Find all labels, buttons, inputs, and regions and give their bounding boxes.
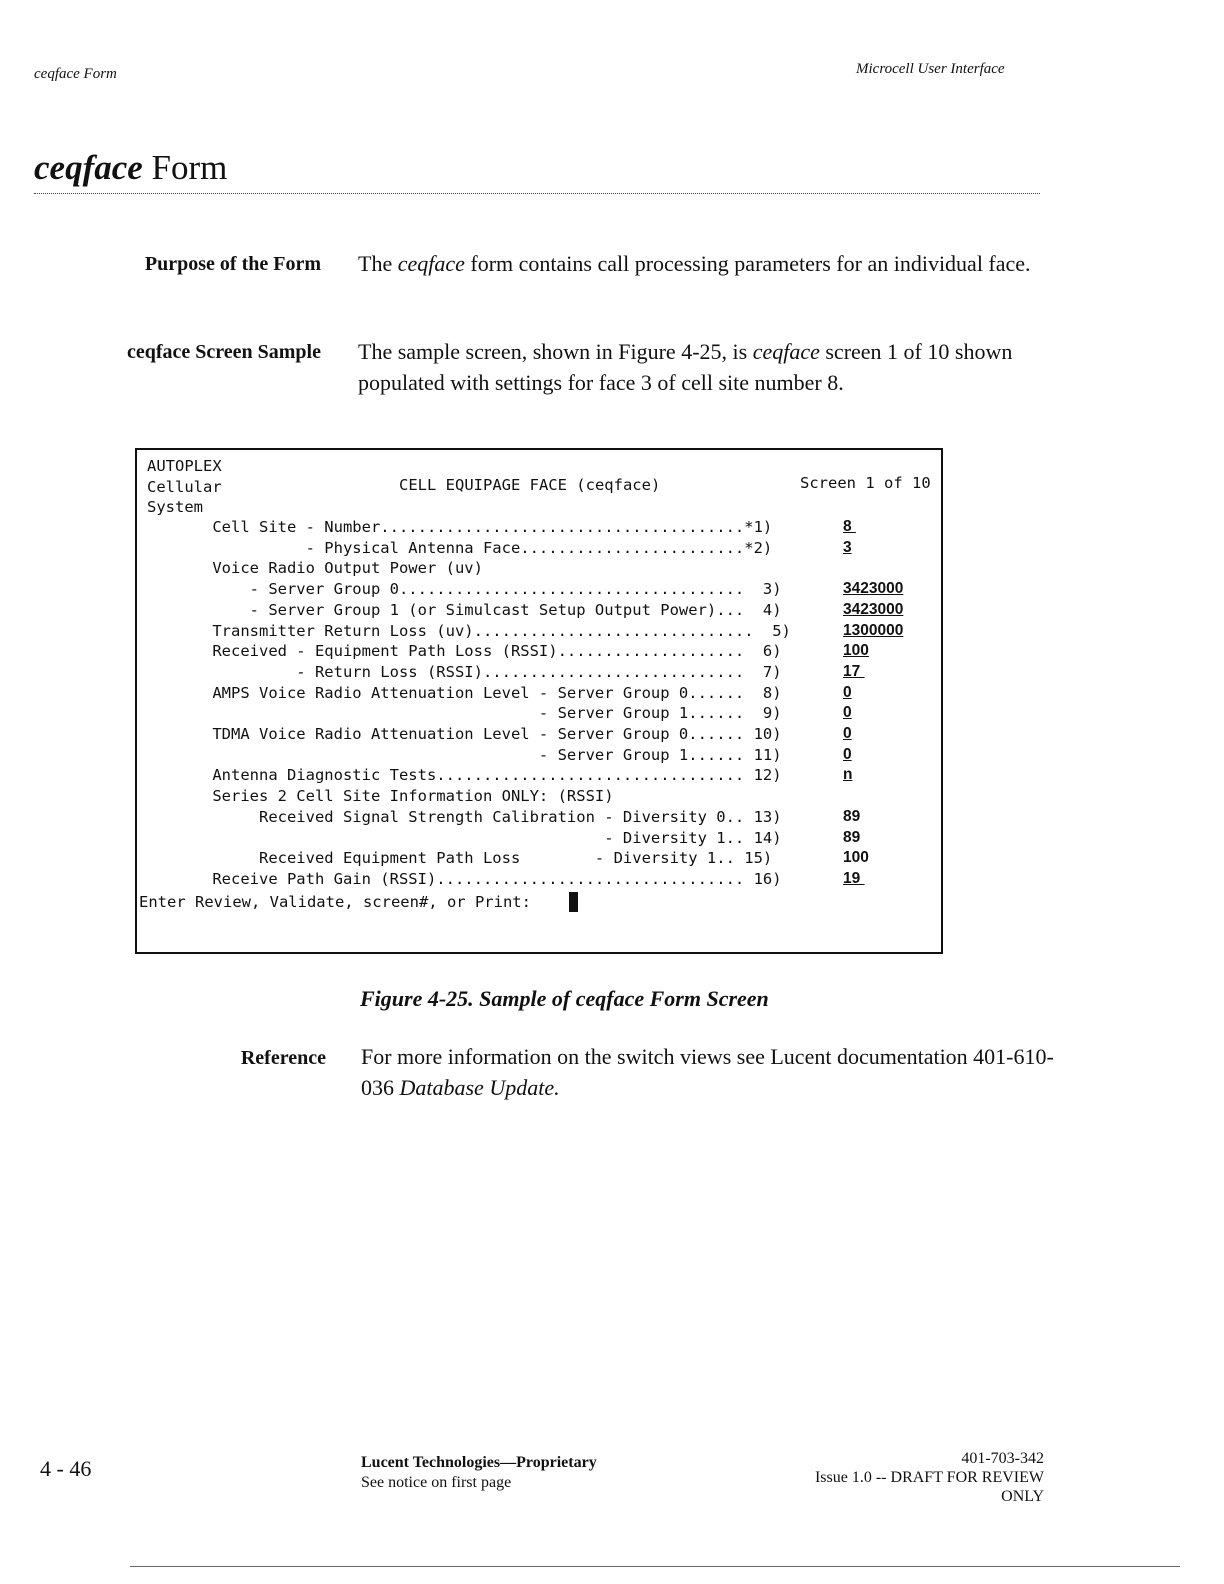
field-label: Series 2 Cell Site Information ONLY: (RSSI) <box>147 787 614 806</box>
field-label: Antenna Diagnostic Tests................................. 12) <box>147 766 782 785</box>
field-value[interactable]: 17 <box>843 662 865 680</box>
title-rest: Form <box>142 148 228 187</box>
footer-doc-number: 401-703-342 <box>961 1450 1044 1467</box>
running-header-left: ceqface Form <box>34 66 117 82</box>
field-label: - Return Loss (RSSI)............................ 7) <box>147 662 782 681</box>
field-label: - Diversity 1.. 14) <box>147 828 782 847</box>
field-label: Received Equipment Path Loss - Diversity 1.. 15) <box>147 849 773 868</box>
page-number: 4 - 46 <box>40 1456 92 1481</box>
reference-label: Reference <box>240 1047 326 1069</box>
field-value[interactable]: 0 <box>843 683 852 701</box>
title-emphasis: ceqface <box>34 148 143 187</box>
page-title <box>34 148 227 188</box>
screen-title: CELL EQUIPAGE FACE (ceqface) <box>399 476 661 494</box>
sample-label: ceqface Screen Sample <box>126 341 321 363</box>
field-label: - Physical Antenna Face........................*2) <box>147 538 773 557</box>
title-divider <box>34 193 1040 194</box>
field-label: Received - Equipment Path Loss (RSSI).................... 6) <box>147 642 782 661</box>
field-value[interactable]: 8 <box>843 518 856 535</box>
field-value[interactable]: 89 <box>843 828 861 846</box>
field-label: - Server Group 0..................................... 3) <box>147 580 782 599</box>
field-label: - Server Group 1...... 11) <box>147 745 782 764</box>
footer-only: ONLY <box>1001 1488 1044 1505</box>
field-label: - Server Group 1...... 9) <box>147 704 782 723</box>
field-value[interactable]: 19 <box>843 869 865 887</box>
footer-issue: Issue 1.0 -- DRAFT FOR REVIEW <box>814 1469 1044 1486</box>
footer-notice: See notice on first page <box>361 1474 512 1491</box>
system-line: Cellular <box>147 478 222 496</box>
screen-page: Screen 1 of 10 <box>800 474 931 492</box>
field-value[interactable]: 0 <box>843 704 852 722</box>
terminal-screen <box>135 448 943 954</box>
sample-text: The sample screen, shown in Figure 4-25, is ceqface screen 1 of 10 shown populated with settings for face 3 of cell site number 8. <box>358 339 1013 395</box>
footer-proprietary: Lucent Technologies—Proprietary <box>361 1454 597 1471</box>
field-value[interactable]: 1300000 <box>843 621 904 639</box>
field-value[interactable]: 89 <box>843 807 861 825</box>
field-value[interactable]: 0 <box>843 725 852 742</box>
field-label: - Server Group 1 (or Simulcast Setup Output Power)... 4) <box>147 600 782 619</box>
field-label: TDMA Voice Radio Attenuation Level - Server Group 0...... 10) <box>147 725 782 743</box>
figure-caption: Figure 4-25. Sample of ceqface Form Screen <box>360 986 769 1011</box>
field-value[interactable]: 0 <box>843 745 852 763</box>
field-label: Cell Site - Number.......................................*1) <box>147 518 773 536</box>
purpose-text: The ceqface form contains call processing parameters for an individual face. <box>358 251 1031 276</box>
field-label: Receive Path Gain (RSSI)................................. 16) <box>147 869 782 888</box>
field-label: Received Signal Strength Calibration - Diversity 0.. 13) <box>147 807 782 826</box>
field-value[interactable]: 100 <box>843 849 869 867</box>
field-value[interactable]: n <box>843 766 853 784</box>
field-label: AMPS Voice Radio Attenuation Level - Server Group 0...... 8) <box>147 683 782 702</box>
field-label: Transmitter Return Loss (uv).............................. 5) <box>147 621 791 640</box>
field-value[interactable]: 3423000 <box>843 600 904 618</box>
field-label: Voice Radio Output Power (uv) <box>147 559 483 578</box>
system-line: AUTOPLEX <box>147 457 222 475</box>
system-line: System <box>147 498 203 516</box>
field-value[interactable]: 100 <box>843 642 869 660</box>
running-header-right: Microcell User Interface <box>856 61 1005 77</box>
command-prompt: Enter Review, Validate, screen#, or Print: <box>139 893 541 911</box>
field-value[interactable]: 3 <box>843 538 852 556</box>
footer-divider <box>130 1566 1180 1567</box>
field-value[interactable]: 3423000 <box>843 580 904 598</box>
text-cursor[interactable] <box>569 892 578 912</box>
reference-text: For more information on the switch views see Lucent documentation 401-610-036 Database Update. <box>361 1044 1054 1100</box>
purpose-label: Purpose of the Form <box>144 253 321 275</box>
